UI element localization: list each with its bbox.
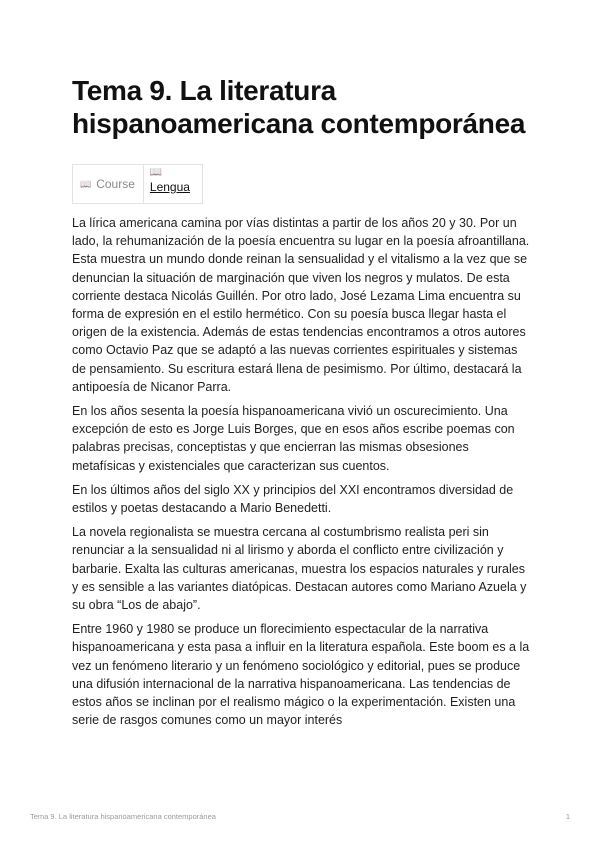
- page-footer: [30, 812, 570, 821]
- book-icon: 📖: [149, 167, 163, 178]
- document-body: [72, 214, 530, 729]
- property-row: [72, 164, 203, 204]
- paragraph: La lírica americana camina por vías distintas a partir de los años 20 y 30. Por un lado, la rehumanización de la poesía encuentra su lugar en la poesía afroantillana. Esta muestra un mundo donde reinan la sensualidad y el vitalismo a la vez que se denuncian la situación de marginación que viven los negros y mulatos. De esta corriente destaca Nicolás Guillén. Por otro lado, José Lezama Lima encuentra su forma de expresión en el estilo hermético. Con su poesía busca llegar hasta el origen de la existencia. Además de estas tendencias encontramos a otros autores como Octavio Paz que se adaptó a las nuevas corrientes espirituales y sistemas de pensamiento. Su escritura estará llena de pesimismo. Por último, destacará la antipoesía de Nicanor Parra.: [72, 216, 530, 394]
- page-content: [72, 74, 530, 735]
- book-icon: 📖: [80, 178, 92, 189]
- page-title: Tema 9. La literatura hispanoamericana contemporánea: [72, 75, 526, 139]
- paragraph: En los años sesenta la poesía hispanoamericana vivió un oscurecimiento. Una excepción de esto es Jorge Luis Borges, que en esos años escribe poemas con palabras precisas, conceptistas y que encierran las mismas obsesiones metafísicas y existenciales que caracterizan sus cuentos.: [72, 404, 515, 473]
- paragraph: En los últimos años del siglo XX y principios del XXI encontramos diversidad de estilos y poetas destacando a Mario Benedetti.: [72, 482, 514, 516]
- property-key-label: Course: [96, 177, 135, 191]
- property-value: [144, 165, 202, 203]
- course-link[interactable]: Lengua: [149, 180, 190, 194]
- paragraph: Entre 1960 y 1980 se produce un florecimiento espectacular de la narrativa hispanoamericana y esta pasa a influir en la literatura española. Este boom es a la vez un fenómeno literario y un fenómeno sociológico y editorial, pues se produce una difusión internacional de la narrativa hispanoamericana. Las tendencias de estos años se inclinan por el realismo mágico o la experimentación. Existen una serie de rasgos comunes como un mayor interés: [72, 622, 530, 728]
- property-key: [73, 165, 144, 203]
- page-number: 1: [565, 812, 570, 821]
- footer-title: Tema 9. La literatura hispanoamericana contemporánea: [30, 812, 216, 821]
- paragraph: La novela regionalista se muestra cercana al costumbrismo realista peri sin renunciar a la sensualidad ni al lirismo y aborda el conflicto entre civilización y barbarie. Exalta las culturas americanas, muestra los espacios naturales y rurales y es sensible a las variantes diatópicas. Destacan autores como Mariano Azuela y su obra “Los de abajo”.: [72, 525, 527, 613]
